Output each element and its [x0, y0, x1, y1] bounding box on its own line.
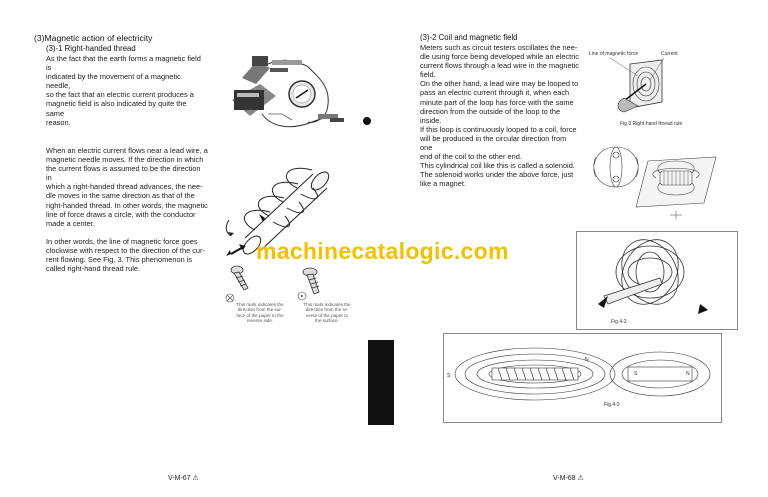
fig4-2-diagram: [590, 234, 730, 324]
right-paragraph: Meters such as circuit testers oscillates the nee- dle using force being developed while an electric current flows through a lead wire in the magnetic field. On the other hand, a lead wire may be looped to pass an electric current through it, when each minute part of the loop has force with the same direction from the outside of the loop to the inside. If this loop is continuously looped to a coil, force will be produced in the circular direction from one end of the coil to the other end. This cylindrical coil like this is called a solenoid. The solenoid works under the above force, just like a magnet.: [420, 43, 579, 189]
right-subtitle: (3)-2 Coil and magnetic field: [420, 33, 518, 42]
left-paragraph-1: As the fact that the earth forms a magnetic field is indicated by the movement of a magnetic needle, so the fact that an electric current produces a magnetic field is also indicated by quite the same reason.: [46, 54, 201, 127]
fig4-2-caption: Fig.4-2: [611, 319, 627, 325]
fig4-3-n2: N: [686, 371, 690, 377]
fig4-3-caption: Fig.4-3: [604, 402, 620, 408]
black-index-tab: [368, 340, 394, 425]
fig4-3-n1: N: [585, 357, 589, 363]
left-paragraph-3: In other words, the line of magnetic force goes clockwise with respect to the direction of the cur- rent flowing. See Fig. 3. This phenomenon is called right-hand thread rule.: [46, 237, 205, 274]
left-section-title: (3)Magnetic action of electricity: [34, 33, 153, 43]
fig3-label-current: Current: [661, 51, 678, 57]
watermark: machinecatalogic.com: [256, 238, 509, 264]
fig3-label-line-of-force: Line of magnetic force: [589, 51, 639, 57]
fig4-3-diagram: [450, 340, 715, 410]
fig4-1-diagram: [586, 137, 734, 219]
left-page-number: V-M-67 ⚠: [168, 475, 199, 482]
fig3-caption: Fig.3 Right-hand thread rule: [620, 121, 683, 127]
left-paragraph-2: When an electric current flows near a lead wire, a magnetic needle moves. If the direction in which the current flows is assumed to be the direction in which a right-handed thread advances, the nee- dle moves in the same direction as that of the right-handed thread. In other words, the magnetic line of force draws a circle, with the conductor made a center.: [46, 146, 208, 228]
bullet-dot: [363, 117, 371, 125]
fig4-3-s1: S: [447, 373, 451, 379]
experiment-photo: [212, 50, 374, 135]
note-into-paper: This mark indicates the direction from the sur- face of the paper to the reverse side.: [236, 302, 284, 324]
note-out-of-paper: This mark indicates the direction from the re- verse of the paper to the surface.: [303, 302, 351, 324]
right-page-number: V-M-68 ⚠: [553, 475, 584, 482]
fig3-diagram: [610, 58, 670, 116]
left-subtitle: (3)-1 Right-handed thread: [46, 44, 136, 53]
fig4-3-s2: S: [634, 371, 638, 377]
